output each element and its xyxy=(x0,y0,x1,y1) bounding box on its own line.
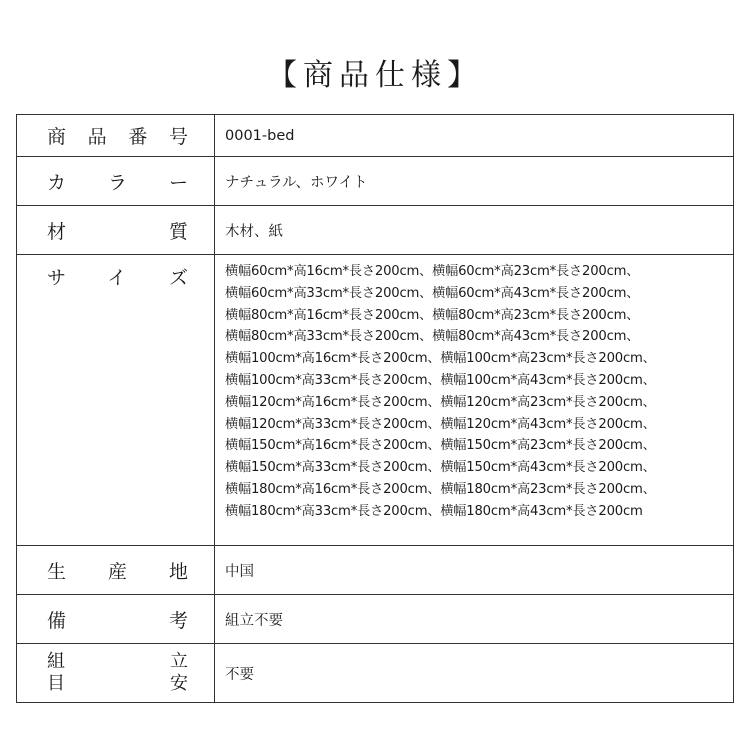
size-line: 横幅100cm*高16cm*長さ200cm、横幅100cm*高23cm*長さ200cm、 xyxy=(225,351,656,367)
size-line: 横幅180cm*高16cm*長さ200cm、横幅180cm*高23cm*長さ200cm、 xyxy=(225,481,656,497)
size-line: 横幅80cm*高33cm*長さ200cm、横幅80cm*高43cm*長さ200cm、 xyxy=(225,329,640,345)
size-line: 横幅120cm*高33cm*長さ200cm、横幅120cm*高43cm*長さ200cm、 xyxy=(225,416,656,432)
row-assembly xyxy=(17,644,734,703)
size-line: 横幅120cm*高16cm*長さ200cm、横幅120cm*高23cm*長さ200cm、 xyxy=(225,394,656,410)
label-note: 備考 xyxy=(17,595,215,644)
size-line: 横幅150cm*高16cm*長さ200cm、横幅150cm*高23cm*長さ200cm、 xyxy=(225,438,656,454)
label-size: サイズ xyxy=(17,255,215,546)
size-line: 横幅60cm*高33cm*長さ200cm、横幅60cm*高43cm*長さ200cm、 xyxy=(225,285,640,301)
label-assembly xyxy=(17,644,215,703)
value-assembly: 不要 xyxy=(215,644,734,703)
value-product-number: 0001-bed xyxy=(215,115,734,157)
value-color: ナチュラル、ホワイト xyxy=(215,157,734,206)
label-assembly-line1: 組立 xyxy=(47,651,188,672)
label-material: 材質 xyxy=(17,206,215,255)
row-material xyxy=(17,206,734,255)
value-size xyxy=(215,255,734,546)
size-line: 横幅180cm*高33cm*長さ200cm、横幅180cm*高43cm*長さ200cm xyxy=(225,503,643,519)
row-size xyxy=(17,255,734,546)
value-material: 木材、紙 xyxy=(215,206,734,255)
row-origin xyxy=(17,546,734,595)
size-line: 横幅150cm*高33cm*長さ200cm、横幅150cm*高43cm*長さ200cm、 xyxy=(225,460,656,476)
label-assembly-line2: 目安 xyxy=(47,673,188,694)
label-color: カラー xyxy=(17,157,215,206)
label-origin: 生産地 xyxy=(17,546,215,595)
size-line: 横幅60cm*高16cm*長さ200cm、横幅60cm*高23cm*長さ200cm、 xyxy=(225,264,640,279)
value-origin: 中国 xyxy=(215,546,734,595)
size-line: 横幅100cm*高33cm*長さ200cm、横幅100cm*高43cm*長さ200cm、 xyxy=(225,372,656,388)
size-list xyxy=(225,255,733,523)
value-note: 組立不要 xyxy=(215,595,734,644)
label-product-number: 商品番号 xyxy=(17,115,215,157)
spec-table xyxy=(16,114,734,703)
row-product-number xyxy=(17,115,734,157)
page-title: 【商品仕様】 xyxy=(267,58,483,93)
row-note xyxy=(17,595,734,644)
size-line: 横幅80cm*高16cm*長さ200cm、横幅80cm*高23cm*長さ200cm、 xyxy=(225,307,640,323)
row-color xyxy=(17,157,734,206)
